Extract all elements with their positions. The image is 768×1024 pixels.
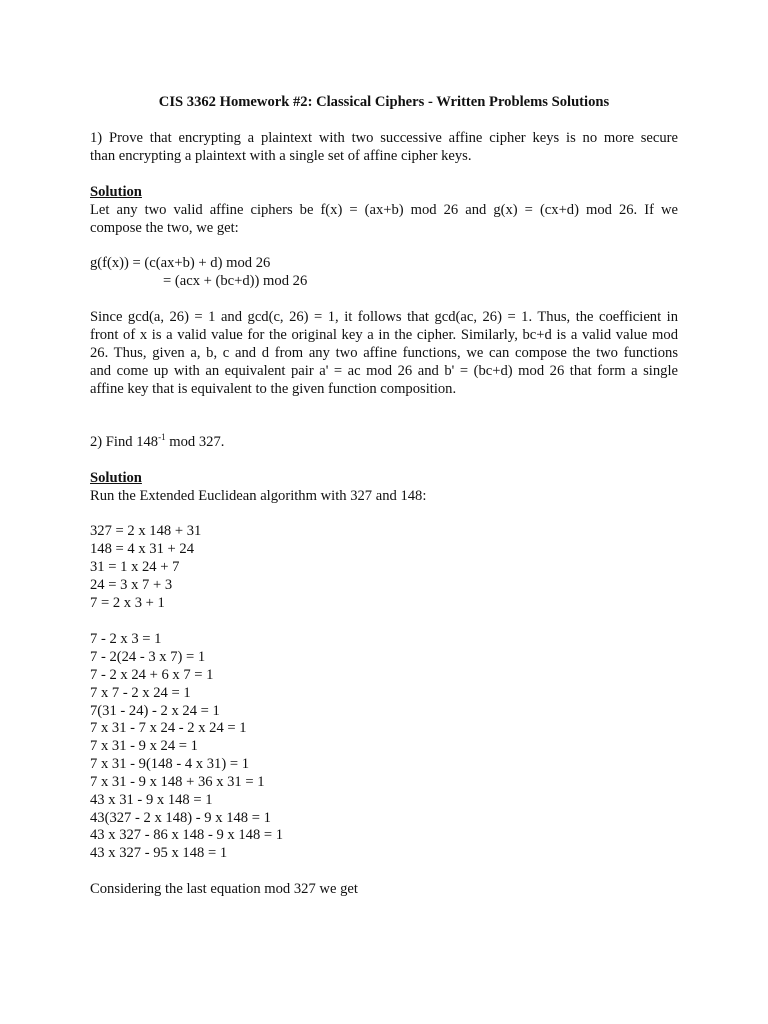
problem1-intro-line2: compose the two, we get: (90, 220, 239, 236)
back-substitution-step: 7 - 2 x 24 + 6 x 7 = 1 (90, 667, 214, 683)
back-substitution-step: 43(327 - 2 x 148) - 9 x 148 = 1 (90, 810, 271, 826)
euclid-step: 31 = 1 x 24 + 7 (90, 559, 180, 575)
problem2-intro: Run the Extended Euclidean algorithm with 327 and 148: (90, 488, 427, 504)
euclid-step: 148 = 4 x 31 + 24 (90, 541, 195, 557)
back-substitution-step: 43 x 327 - 95 x 148 = 1 (90, 845, 228, 861)
back-substitution-step: 7 x 31 - 9 x 24 = 1 (90, 738, 198, 754)
problem1-equation1: g(f(x)) = (c(ax+b) + d) mod 26 (90, 255, 271, 271)
problem1-para-line3: 26. Thus, given a, b, c and d from any two affine functions, we can compose the two functions (90, 345, 678, 361)
problem1-solution-heading: Solution (90, 184, 142, 200)
problem2-solution-heading: Solution (90, 470, 142, 486)
back-substitution-step: 43 x 31 - 9 x 148 = 1 (90, 792, 213, 808)
problem1-intro-line1: Let any two valid affine ciphers be f(x) = (ax+b) mod 26 and g(x) = (cx+d) mod 26. If we (90, 202, 678, 218)
problem2-closing: Considering the last equation mod 327 we get (90, 881, 358, 897)
back-substitution-step: 43 x 327 - 86 x 148 - 9 x 148 = 1 (90, 827, 284, 843)
problem2-question-prefix: 2) Find 148 (90, 434, 159, 450)
problem2-question-exponent: -1 (158, 432, 166, 442)
euclid-step: 24 = 3 x 7 + 3 (90, 577, 173, 593)
problem2-question-suffix: mod 327. (165, 434, 225, 450)
back-substitution-step: 7(31 - 24) - 2 x 24 = 1 (90, 703, 220, 719)
back-substitution-step: 7 x 31 - 7 x 24 - 2 x 24 = 1 (90, 720, 247, 736)
euclid-step: 327 = 2 x 148 + 31 (90, 523, 202, 539)
document-title: CIS 3362 Homework #2: Classical Ciphers - Written Problems Solutions (158, 94, 610, 110)
problem2-question (90, 433, 224, 451)
problem1-para-line5: affine key that is equivalent to the given function composition. (90, 381, 457, 397)
problem1-para-line1: Since gcd(a, 26) = 1 and gcd(c, 26) = 1, it follows that gcd(ac, 26) = 1. Thus, the coefficient in (90, 309, 678, 325)
problem1-equation2: = (acx + (bc+d)) mod 26 (163, 273, 308, 289)
problem1-question-line2: than encrypting a plaintext with a single set of affine cipher keys. (90, 148, 472, 164)
problem1-question-line1: 1) Prove that encrypting a plaintext with two successive affine cipher keys is no more secure (90, 130, 678, 146)
back-substitution-step: 7 x 7 - 2 x 24 = 1 (90, 685, 191, 701)
back-substitution-step: 7 - 2 x 3 = 1 (90, 631, 162, 647)
back-substitution-step: 7 x 31 - 9(148 - 4 x 31) = 1 (90, 756, 250, 772)
problem1-para-line2: front of x is a valid value for the original key a in the cipher. Similarly, bc+d is a valid value mod (90, 327, 678, 343)
problem1-para-line4: and come up with an equivalent pair a' = ac mod 26 and b' = (bc+d) mod 26 that form a single (90, 363, 678, 379)
back-substitution-step: 7 - 2(24 - 3 x 7) = 1 (90, 649, 206, 665)
euclid-step: 7 = 2 x 3 + 1 (90, 595, 165, 611)
back-substitution-step: 7 x 31 - 9 x 148 + 36 x 31 = 1 (90, 774, 265, 790)
